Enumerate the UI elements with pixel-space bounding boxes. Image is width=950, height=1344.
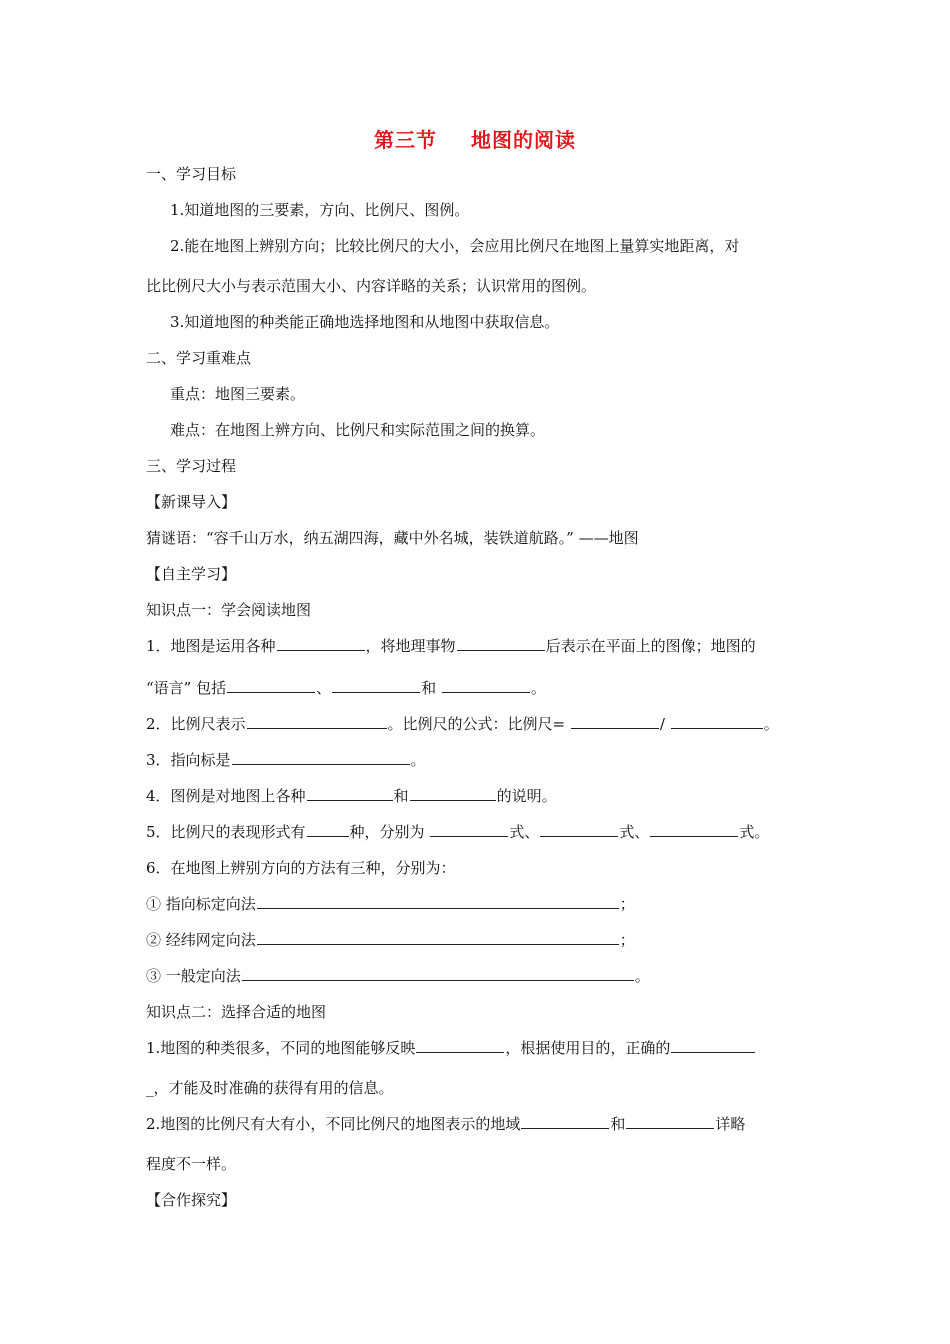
knowledge-point-1: 知识点一：学会阅读地图 [146, 601, 312, 619]
method-3: ③ 一般定向法 。 [146, 967, 650, 985]
question-1-cont: “语言” 包括 、 和 。 [146, 679, 546, 697]
fill-blank[interactable] [257, 894, 619, 909]
fill-blank[interactable] [442, 678, 530, 693]
tag-cooperation: 【合作探究】 [146, 1191, 237, 1209]
kp2-question-1-cont: _，才能及时准确的获得有用的信息。 [146, 1079, 394, 1097]
tag-self-study: 【自主学习】 [146, 565, 237, 583]
difficult-point: 难点：在地图上辨方向、比例尺和实际范围之间的换算。 [170, 421, 546, 439]
fill-blank[interactable] [571, 714, 659, 729]
method-2: ② 经纬网定向法 ； [146, 931, 635, 949]
title-topic: 地图的阅读 [471, 128, 576, 152]
kp2-question-2-cont: 程度不一样。 [146, 1155, 237, 1173]
fill-blank[interactable] [307, 786, 393, 801]
objective-2: 2.能在地图上辨别方向；比较比例尺的大小，会应用比例尺在地图上量算实地距离，对 [170, 237, 740, 255]
fill-blank[interactable] [332, 678, 420, 693]
heading-process: 三、学习过程 [146, 457, 237, 475]
question-6: 6．在地图上辨别方向的方法有三种，分别为： [146, 859, 456, 877]
fill-blank[interactable] [307, 822, 349, 837]
heading-objectives: 一、学习目标 [146, 165, 237, 183]
fill-blank[interactable] [650, 822, 738, 837]
fill-blank[interactable] [521, 1114, 609, 1129]
fill-blank[interactable] [430, 822, 508, 837]
question-3: 3．指向标是 。 [146, 751, 426, 769]
knowledge-point-2: 知识点二：选择合适的地图 [146, 1003, 327, 1021]
objective-3: 3.知道地图的种类能正确地选择地图和从地图中获取信息。 [170, 313, 560, 331]
fill-blank[interactable] [277, 636, 365, 651]
question-2: 2．比例尺表示 。比例尺的公式：比例尺= / 。 [146, 715, 779, 733]
objective-2-cont: 比比例尺大小与表示范围大小、内容详略的关系；认识常用的图例。 [146, 277, 597, 295]
fill-blank[interactable] [232, 750, 410, 765]
fill-blank[interactable] [416, 1038, 504, 1053]
question-4: 4．图例是对地图上各种 和 的说明。 [146, 787, 557, 805]
fill-blank[interactable] [540, 822, 618, 837]
title-section: 第三节 [374, 128, 437, 152]
tag-intro: 【新课导入】 [146, 493, 237, 511]
fill-blank[interactable] [247, 714, 387, 729]
kp2-question-1: 1.地图的种类很多，不同的地图能够反映 ，根据使用目的，正确的 [146, 1038, 756, 1058]
question-1: 1．地图是运用各种 ，将地理事物 后表示在平面上的图像；地图的 [146, 637, 756, 655]
objective-1: 1.知道地图的三要素，方向、比例尺、图例。 [170, 201, 470, 219]
fill-blank[interactable] [227, 678, 315, 693]
heading-key-points: 二、学习重难点 [146, 349, 252, 367]
fill-blank[interactable] [671, 1038, 755, 1053]
page-title [0, 124, 950, 153]
fill-blank[interactable] [242, 966, 634, 981]
key-point: 重点：地图三要素。 [170, 385, 306, 403]
fill-blank[interactable] [671, 714, 763, 729]
fill-blank[interactable] [257, 930, 619, 945]
fill-blank[interactable] [626, 1114, 714, 1129]
fill-blank[interactable] [457, 636, 545, 651]
riddle: 猜谜语：“容千山万水，纳五湖四海，藏中外名城，装铁道航路。” ——地图 [146, 529, 639, 547]
fill-blank[interactable] [410, 786, 496, 801]
kp2-question-2: 2.地图的比例尺有大有小，不同比例尺的地图表示的地域 和 详略 [146, 1115, 746, 1133]
method-1: ① 指向标定向法 ； [146, 895, 635, 913]
question-5: 5．比例尺的表现形式有 种，分别为 式、 式、 式。 [146, 823, 770, 841]
